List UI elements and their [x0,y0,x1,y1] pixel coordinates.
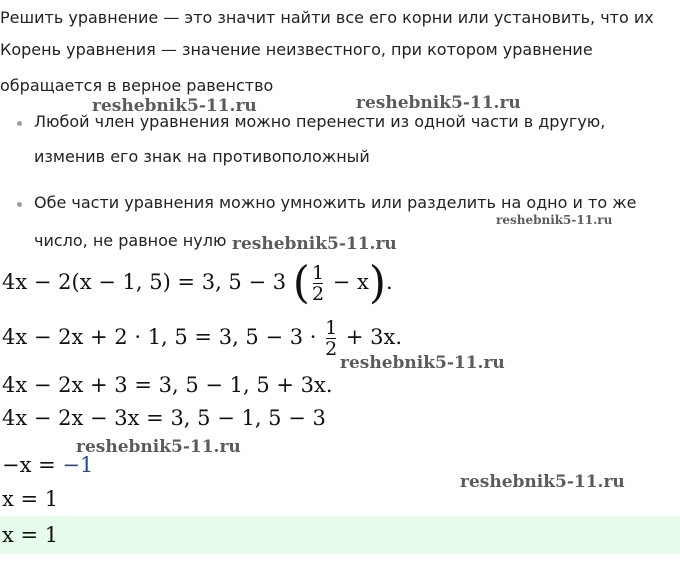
watermark: reshebnik5-11.ru [356,93,521,113]
fraction [312,263,324,304]
step-5-left: −x = [2,453,63,477]
bullet-dot [17,121,22,126]
rule-2-line-1: Обе части уравнения можно умножить или разделить на одно и то же [34,193,637,212]
equation-step-3: 4x − 2x + 3 = 3, 5 − 1, 5 + 3x. [2,373,333,397]
step-2-left: 4x − 2x + 2 · 1, 5 = 3, 5 − 3 · [2,325,317,349]
watermark: reshebnik5-11.ru [340,353,505,373]
watermark: reshebnik5-11.ru [92,96,257,116]
step-5-right: −1 [62,453,94,477]
intro-line-1: Решить уравнение — это значит найти все его корни или установить, что их [0,8,654,27]
watermark: reshebnik5-11.ru [460,472,625,492]
left-paren: ( [292,257,310,309]
intro-line-3: обращается в верное равенство [0,76,274,95]
watermark: reshebnik5-11.ru [232,234,397,254]
equation-step-4: 4x − 2x − 3x = 3, 5 − 1, 5 − 3 [2,406,326,430]
equation-step-6: x = 1 [2,487,59,511]
watermark: reshebnik5-11.ru [496,213,613,227]
fraction-numerator: 1 [311,262,325,284]
rule-1-line-2: изменив его знак на противоположный [34,147,370,166]
step-2-tail: + 3x. [345,325,403,349]
rule-1-line-1: Любой член уравнения можно перенести из одной части в другую, [34,112,606,131]
step-1-left: 4x − 2(x − 1, 5) = 3, 5 − 3 [2,270,287,294]
answer-box [0,516,680,554]
bullet-dot [17,202,22,207]
step-1-tail: − x [332,270,369,294]
fraction-denominator: 2 [311,283,325,305]
fraction-numerator: 1 [325,317,338,339]
fraction-denominator: 2 [325,338,338,360]
intro-line-2: Корень уравнения — значение неизвестного, при котором уравнение [0,40,593,59]
answer-text: x = 1 [2,523,59,547]
equation-step-1: 4x − 2(x − 1, 5) = 3, 5 − 3 ( $\frac{1}{2}$ − x). [2,257,393,309]
rule-2-line-2: число, не равное нулю [34,231,227,250]
watermark: reshebnik5-11.ru [76,437,241,457]
fraction [325,318,337,359]
right-paren: ) [368,257,387,309]
